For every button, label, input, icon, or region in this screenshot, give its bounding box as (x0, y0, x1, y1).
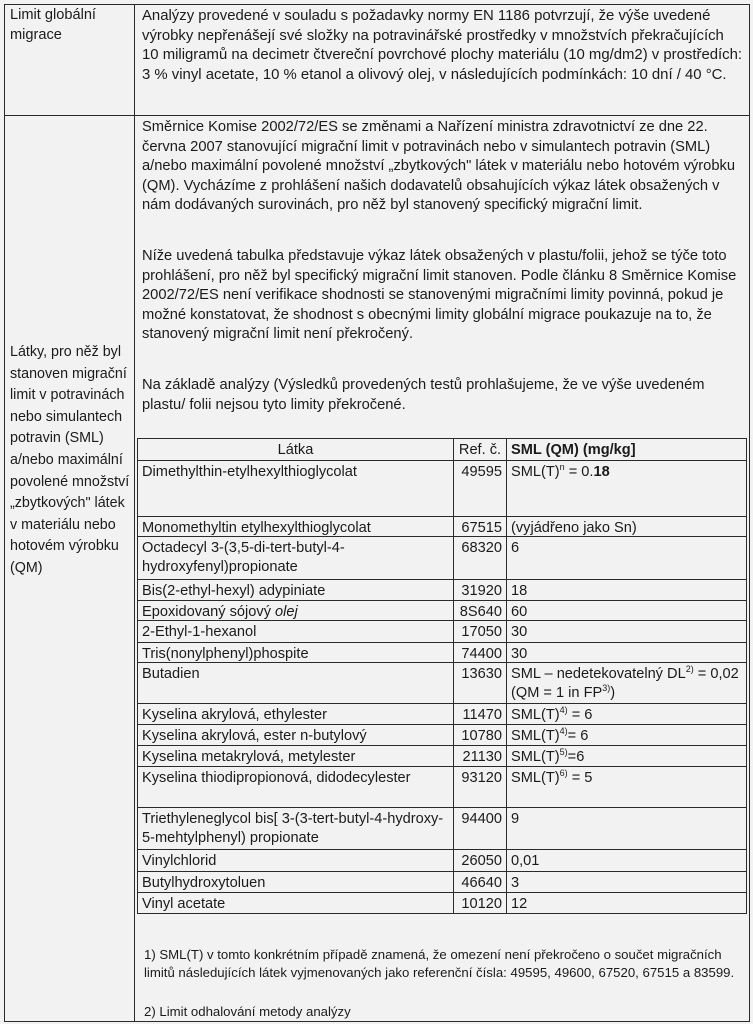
table-header-sml: SML (QM) (mg/kg] (506, 438, 747, 461)
sml-value: SML(T) (511, 749, 560, 765)
sml-value-bold: 18 (593, 464, 610, 480)
table-cell-ref: 67515 (453, 516, 507, 537)
table-cell-substance (137, 516, 454, 537)
substance-name: Kyselina thiodipropionová, didodecylester (142, 770, 411, 786)
table-cell-substance (137, 703, 454, 725)
substance-name-italic: olej (275, 604, 298, 620)
table-cell-ref: 26050 (453, 849, 507, 872)
sml-value-cont: =6 (567, 749, 585, 765)
table-cell-substance (137, 579, 454, 601)
table-cell-sml (506, 460, 747, 517)
sml-footnote-ref-2: 3) (602, 682, 611, 693)
sml-value: 12 (511, 896, 528, 912)
sml-value-end: ) (610, 684, 616, 701)
table-cell-substance (137, 892, 454, 914)
table-cell-ref: 21130 (453, 745, 507, 767)
sml-value: (vyjádřeno jako Sn) (511, 520, 637, 536)
row2-label: Látky, pro něž byl stanoven migrační limit v potravinách nebo simulantech potravin (SML) a/nebo maximální povolené množství „zbytkových" látek v materiálu nebo hotovém výrobku (QM) (10, 344, 130, 576)
sml-value: 6 (511, 540, 520, 556)
sml-value-cont: = 6 (567, 707, 593, 723)
table-cell-ref: 94400 (453, 807, 507, 850)
sml-value: 30 (511, 646, 528, 662)
table-cell-ref: 10120 (453, 892, 507, 914)
row1-text-body: Analýzy provedené v souladu s požadavky normy EN 1186 potvrzují, že výše uvedené výrobky nepřenášejí své složky na potravinářské prostředky v množstvích překračujících 10 miligramů na decimetr čtvereční povrchové plochy materiálu (10 mg/dm2) v prostředích: 3 % vinyl acetate, 10 % etanol a olivový olej, v následujících podmínkách: 10 dní / 40 °C. (142, 8, 743, 83)
sml-value: SML(T) (511, 728, 560, 744)
sml-value: SML – nedetekovatelný DL (511, 666, 686, 682)
table-cell-ref: 13630 (453, 662, 507, 704)
table-cell-substance (137, 536, 454, 580)
substance-name: Bis(2-ethyl-hexyl) adypiniate (142, 583, 326, 599)
table-cell-sml (506, 849, 747, 872)
substance-name: Kyselina metakrylová, metylester (142, 749, 356, 765)
substance-table (137, 438, 747, 942)
table-cell-substance (137, 460, 454, 517)
sml-footnote-ref: 4) (559, 705, 568, 716)
table-cell-sml (506, 579, 747, 601)
substance-name: Octadecyl 3-(3,5-di-tert-butyl-4-hydroxyfenyl)propionate (142, 540, 345, 575)
substance-name: Vinylchlorid (142, 853, 217, 869)
table-cell-substance (137, 620, 454, 643)
substance-name: Triethyleneglycol bis[ 3-(3-tert-butyl-4-hydroxy-5-mehtylphenyl) propionate (142, 811, 444, 846)
table-cell-sml (506, 724, 747, 746)
sml-value: 18 (511, 583, 528, 599)
footnote-1: 1) SML(T) v tomto konkrétním případě znamená, že omezení není překročeno o součet migračních limitů následujících látek vyjmenovaných jako referenční čísla: 49595, 49600, 67520, 67515 a 83599. (144, 947, 735, 981)
sml-value: 9 (511, 811, 520, 827)
sml-footnote-ref: 6) (559, 768, 568, 779)
table-cell-sml (506, 807, 747, 850)
table-cell-substance (137, 766, 454, 808)
sml-value-cont: = 6 (567, 728, 589, 744)
sml-value-cont: = 0,02 (QM = 1 in FP (511, 666, 739, 701)
substance-name: Monomethyltin etylhexylthioglycolat (142, 520, 371, 536)
table-cell-ref: 11470 (453, 703, 507, 725)
sml-footnote-ref: 2) (685, 664, 694, 675)
row2-paragraph-3: Na základě analýzy (Výsledků provedených testů prohlašujeme, že ve výše uvedeném plastu/ folii nejsou tyto limity překročené. (142, 377, 705, 413)
table-cell-substance (137, 871, 454, 893)
table-cell-sml (506, 871, 747, 893)
table-cell-ref: 74400 (453, 642, 507, 663)
substance-name: 2-Ethyl-1-hexanol (142, 624, 257, 640)
row1-text (142, 7, 744, 85)
table-cell-ref: 49595 (453, 460, 507, 517)
table-cell-substance (137, 745, 454, 767)
table-cell-ref: 93120 (453, 766, 507, 808)
table-cell-ref: 8S640 (453, 600, 507, 621)
table-cell-sml (506, 892, 747, 914)
sml-value: SML(T) (511, 464, 560, 480)
table-cell-substance (137, 849, 454, 872)
sml-footnote-ref: n (559, 462, 565, 473)
table-cell-ref: 46640 (453, 871, 507, 893)
sml-value: SML(T) (511, 770, 560, 786)
substance-name: Dimethylthin-etylhexylthioglycolat (142, 464, 357, 480)
table-cell-substance (137, 662, 454, 704)
table-cell-substance (137, 600, 454, 621)
substance-name: Butylhydroxytoluen (142, 875, 266, 891)
row2-paragraph-2: Níže uvedená tabulka představuje výkaz látek obsažených v plastu/folii, jehož se týče toto prohlášení, pro něž byl specifický migrační limit stanoven. Podle článku 8 Směrnice Komise 2002/72/ES není verifikace shodnosti se stanovenými migračními limity povinná, pokud je možné konstatovat, že shodnost s obecnými limity globální migrace poukazuje na to, že stanovený migrační limit není překročený. (142, 248, 737, 342)
sml-value: 60 (511, 604, 528, 620)
sml-value: 30 (511, 624, 528, 640)
table-cell-sml (506, 662, 747, 704)
table-header-substance: Látka (137, 438, 454, 461)
sml-footnote-ref: 5) (559, 747, 568, 758)
table-cell-sml (506, 600, 747, 621)
table-cell-sml (506, 745, 747, 767)
table-cell-sml (506, 516, 747, 537)
table-cell-sml (506, 536, 747, 580)
row1-label: Limit globální migrace (10, 7, 96, 43)
table-cell-substance (137, 724, 454, 746)
table-cell-sml (506, 766, 747, 808)
table-cell-sml (506, 703, 747, 725)
substance-name: Vinyl acetate (142, 896, 226, 912)
table-cell-ref: 17050 (453, 620, 507, 643)
sml-value: 0,01 (511, 853, 540, 869)
substance-name: Tris(nonylphenyl)phospite (142, 646, 309, 662)
substance-name: Butadien (142, 666, 200, 682)
table-cell-sml (506, 620, 747, 643)
substance-name: Epoxidovaný sójový (142, 604, 276, 620)
sml-value-cont: = 5 (567, 770, 593, 786)
substance-name: Kyselina akrylová, ester n-butylový (142, 728, 367, 744)
sml-value: SML(T) (511, 707, 560, 723)
table-cell-substance (137, 642, 454, 663)
table-cell-ref: 31920 (453, 579, 507, 601)
sml-value-cont: = 0. (564, 464, 594, 480)
table-header-ref: Ref. č. (453, 438, 507, 461)
substance-name: Kyselina akrylová, ethylester (142, 707, 327, 723)
footnote-2: 2) Limit odhalování metody analýzy (144, 1004, 351, 1019)
sml-value: 3 (511, 875, 520, 891)
table-cell-sml (506, 642, 747, 663)
row2-paragraph-1: Směrnice Komise 2002/72/ES se změnami a Nařízení ministra zdravotnictví ze dne 22. června 2007 stanovující migrační limit v potravinách nebo v simulantech potravin (SML) a/nebo maximální povolené množství „zbytkových" látek v materiálu nebo hotovém výrobku (QM). Vycházíme z prohlášení našich dodavatelů obsahujících výkaz látek obsažených v nám dodávaných surovinách, pro něž byl stanovený specifický migrační limit. (142, 119, 736, 213)
table-cell-ref: 68320 (453, 536, 507, 580)
sml-footnote-ref: 4) (559, 726, 568, 737)
table-cell-substance (137, 807, 454, 850)
table-cell-ref: 10780 (453, 724, 507, 746)
